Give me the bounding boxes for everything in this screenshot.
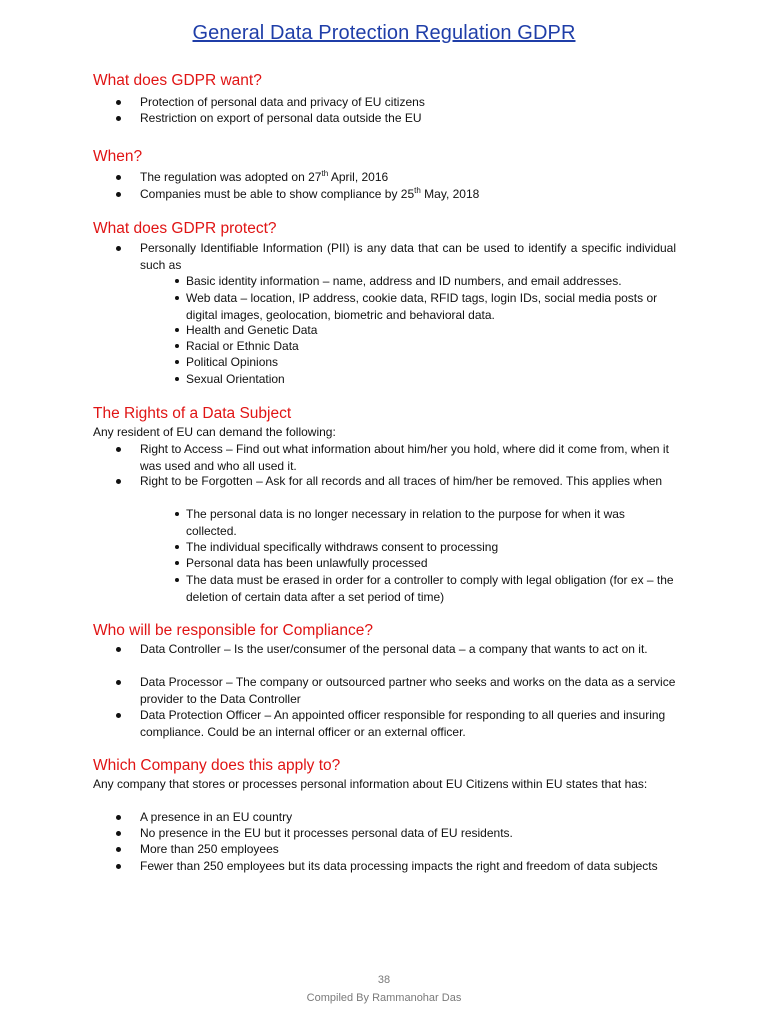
section-heading-when: When? — [93, 148, 143, 165]
sub-list-item: The data must be erased in order for a controller to comply with legal obligation (for ex – the deletion of certain data after a set period of time) — [186, 572, 678, 605]
list-item: More than 250 employees — [140, 841, 680, 858]
footer-credit: Compiled By Rammanohar Das — [306, 992, 462, 1004]
sub-list-item: Sexual Orientation — [186, 371, 676, 388]
list-item: Personally Identifiable Information (PII) is any data that can be used to identify a specific individual such as — [140, 241, 676, 272]
sub-list-item: The personal data is no longer necessary in relation to the purpose for when it was collected. — [186, 506, 676, 539]
sub-list-item: The individual specifically withdraws consent to processing — [186, 539, 676, 556]
sub-list-item: Political Opinions — [186, 354, 676, 371]
section-heading-compliance: Who will be responsible for Compliance? — [93, 622, 373, 639]
list-item: Right to Access – Find out what information about him/her you hold, where did it come from, when it was used and who all used it. — [140, 441, 680, 474]
list-item: Data Protection Officer – An appointed officer responsible for responding to all queries and insuring compliance. Could be an internal officer or an external officer. — [140, 707, 680, 740]
list-item: Protection of personal data and privacy of EU citizens — [140, 94, 680, 111]
section-heading-what-gdpr-wants: What does GDPR want? — [93, 72, 262, 89]
sub-list-item: Basic identity information – name, address and ID numbers, and email addresses. — [186, 273, 676, 290]
section-heading-which-company: Which Company does this apply to? — [93, 757, 341, 774]
list-item: Data Controller – Is the user/consumer of the personal data – a company that wants to act on it. — [140, 641, 680, 658]
superscript: th — [321, 169, 329, 178]
page-number: 38 — [377, 974, 391, 986]
sub-list-item: Personal data has been unlawfully processed — [186, 555, 676, 572]
list-item: A presence in an EU country — [140, 809, 680, 826]
list-item-text: April, 2016 — [328, 170, 389, 184]
list-item: Restriction on export of personal data outside the EU — [140, 110, 680, 127]
section-intro: Any company that stores or processes personal information about EU Citizens within EU states that has: — [93, 777, 648, 791]
superscript: th — [414, 186, 421, 195]
section-heading-rights-of-data-subject: The Rights of a Data Subject — [93, 405, 292, 422]
list-item-text: Companies must be able to show compliance by 25 — [140, 187, 415, 201]
list-item-text: The regulation was adopted on 27 — [140, 170, 322, 184]
sub-list-item: Web data – location, IP address, cookie data, RFID tags, login IDs, social media posts or digital images, geolocation, biometric and behavioral data. — [186, 290, 680, 323]
list-item: Right to be Forgotten – Ask for all records and all traces of him/her be removed. This applies when — [140, 473, 680, 490]
list-item: Data Processor – The company or outsourced partner who seeks and works on the data as a service provider to the Data Controller — [140, 674, 680, 707]
sub-list-item: Racial or Ethnic Data — [186, 338, 676, 355]
list-item — [140, 186, 680, 203]
sub-list-item: Health and Genetic Data — [186, 322, 676, 339]
list-item-text: May, 2018 — [420, 187, 480, 201]
page-title: General Data Protection Regulation GDPR — [192, 22, 576, 44]
list-item: Fewer than 250 employees but its data processing impacts the right and freedom of data subjects — [140, 858, 660, 875]
section-intro: Any resident of EU can demand the following: — [93, 425, 336, 439]
list-item: No presence in the EU but it processes personal data of EU residents. — [140, 825, 680, 842]
list-item — [140, 169, 680, 186]
section-heading-what-gdpr-protects: What does GDPR protect? — [93, 220, 277, 237]
